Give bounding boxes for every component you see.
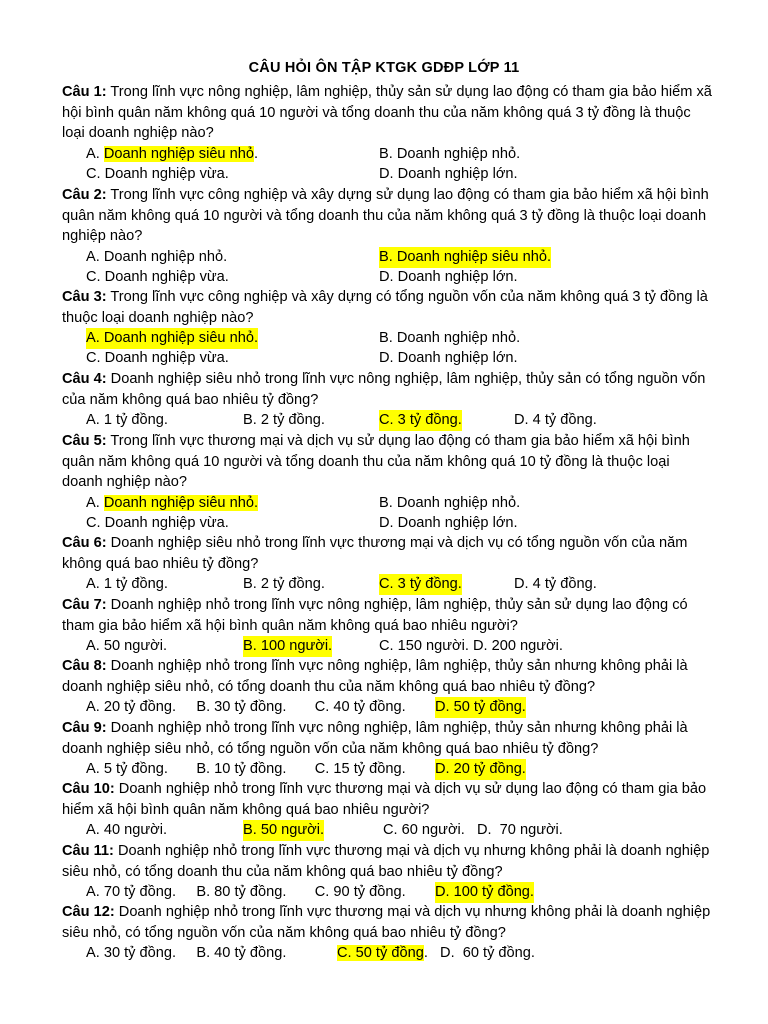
question-number: Câu 1:: [62, 84, 107, 100]
option-d: D. 50 tỷ đồng.: [435, 697, 526, 718]
question-text: Doanh nghiệp nhỏ trong lĩnh vực nông nghiệp, lâm nghiệp, thủy sản nhưng không phải là doanh nghiệp siêu nhỏ, có tổng nguồn vốn của năm không quá bao nhiêu tỷ đồng?: [62, 720, 688, 757]
option-d: D. Doanh nghiệp lớn.: [379, 269, 518, 285]
options-row: [0, 943, 768, 964]
option-b: B. 100 người.: [243, 636, 332, 657]
question-2: [62, 185, 712, 247]
question-text: Doanh nghiệp nhỏ trong lĩnh vực thương mại và dịch vụ nhưng không phải là doanh nghiệp siêu nhỏ, có tổng nguồn vốn của năm không quá bao nhiêu tỷ đồng?: [62, 904, 711, 941]
question-text: Trong lĩnh vực nông nghiệp, lâm nghiệp, thủy sản sử dụng lao động có tham gia bảo hiểm xã hội bình quân năm không quá 10 người và tổng doanh thu của năm không quá 3 tỷ đồng là thuộc loại doanh nghiệp nào?: [62, 84, 712, 141]
question-number: Câu 7:: [62, 597, 107, 613]
option-c: C. Doanh nghiệp vừa.: [86, 515, 229, 531]
question-12: [62, 902, 712, 943]
question-text: Trong lĩnh vực thương mại và dịch vụ sử dụng lao động có tham gia bảo hiểm xã hội bình quân năm không quá 10 người và tổng doanh thu của năm không quá 10 tỷ đồng là thuộc loại doanh nghiệp nào?: [62, 433, 690, 490]
option-a: A. 1 tỷ đồng.: [86, 412, 168, 428]
question-number: Câu 8:: [62, 658, 107, 674]
options-row: [0, 513, 768, 534]
question-number: Câu 4:: [62, 371, 107, 387]
question-5: [62, 431, 712, 493]
option-d: D. 4 tỷ đồng.: [514, 412, 597, 428]
option-d: D. Doanh nghiệp lớn.: [379, 350, 518, 366]
question-text: Trong lĩnh vực công nghiệp và xây dựng sử dụng lao động có tham gia bảo hiểm xã hội bình quân năm không quá 10 người và tổng doanh thu của năm không quá 3 tỷ đồng là thuộc loại doanh nghiệp nào?: [62, 187, 709, 244]
option-d: D. 4 tỷ đồng.: [514, 576, 597, 592]
options-row: [0, 574, 768, 595]
options-row: [0, 820, 768, 841]
question-number: Câu 6:: [62, 535, 107, 551]
question-number: Câu 9:: [62, 720, 107, 736]
option-a-b: A. 30 tỷ đồng. B. 40 tỷ đồng.: [86, 945, 287, 961]
option-c-d: C. 50 tỷ đồng. D. 60 tỷ đồng.: [337, 945, 535, 961]
option-c: C. Doanh nghiệp vừa.: [86, 350, 229, 366]
question-number: Câu 12:: [62, 904, 115, 920]
option-a: A. Doanh nghiệp siêu nhỏ.: [86, 146, 259, 162]
option-c: C. 3 tỷ đồng.: [379, 410, 462, 431]
question-8: [62, 656, 712, 697]
options-row: [0, 267, 768, 288]
option-c: C. Doanh nghiệp vừa.: [86, 166, 229, 182]
option-b: B. Doanh nghiệp nhỏ.: [379, 146, 521, 162]
options-row: [0, 328, 768, 349]
options-row: [0, 697, 768, 718]
options-row: [0, 410, 768, 431]
option-b: B. 2 tỷ đồng.: [243, 576, 325, 592]
option-a-b-c: A. 70 tỷ đồng. B. 80 tỷ đồng. C. 90 tỷ đồng.: [86, 884, 406, 900]
options-row: [0, 247, 768, 268]
option-c-d: C. 60 người. D. 70 người.: [383, 822, 563, 838]
option-a: A. 40 người.: [86, 822, 167, 838]
question-6: [62, 533, 712, 574]
option-a: A. Doanh nghiệp siêu nhỏ.: [86, 495, 259, 511]
options-row: [0, 164, 768, 185]
question-11: [62, 841, 712, 882]
options-row: [0, 636, 768, 657]
option-a-b-c: A. 20 tỷ đồng. B. 30 tỷ đồng. C. 40 tỷ đồng.: [86, 699, 406, 715]
question-1: [62, 82, 712, 144]
option-a: A. Doanh nghiệp nhỏ.: [86, 249, 228, 265]
question-3: [62, 287, 712, 328]
options-row: [0, 882, 768, 903]
question-text: Doanh nghiệp nhỏ trong lĩnh vực nông nghiệp, lâm nghiệp, thủy sản sử dụng lao động có tham gia bảo hiểm xã hội bình quân năm không quá bao nhiêu người?: [62, 597, 688, 634]
option-c: C. 3 tỷ đồng.: [379, 574, 462, 595]
option-b: B. Doanh nghiệp siêu nhỏ.: [379, 247, 551, 268]
document-title: CÂU HỎI ÔN TẬP KTGK GDĐP LỚP 11: [248, 60, 520, 76]
question-10: [62, 779, 712, 820]
options-row: [0, 144, 768, 165]
option-a-b-c: A. 5 tỷ đồng. B. 10 tỷ đồng. C. 15 tỷ đồng.: [86, 761, 406, 777]
option-d: D. 20 tỷ đồng.: [435, 759, 526, 780]
options-row: [0, 493, 768, 514]
question-text: Doanh nghiệp nhỏ trong lĩnh vực nông nghiệp, lâm nghiệp, thủy sản nhưng không phải là doanh nghiệp siêu nhỏ, có tổng doanh thu của năm không quá bao nhiêu tỷ đồng?: [62, 658, 688, 695]
option-d: D. Doanh nghiệp lớn.: [379, 166, 518, 182]
question-text: Doanh nghiệp siêu nhỏ trong lĩnh vực nông nghiệp, lâm nghiệp, thủy sản có tổng nguồn vốn của năm không quá bao nhiêu tỷ đồng?: [62, 371, 706, 408]
option-a: A. Doanh nghiệp siêu nhỏ.: [86, 328, 258, 349]
option-c-d: C. 150 người. D. 200 người.: [379, 638, 563, 654]
question-number: Câu 3:: [62, 289, 107, 305]
question-text: Doanh nghiệp nhỏ trong lĩnh vực thương mại và dịch vụ nhưng không phải là doanh nghiệp siêu nhỏ, có tổng doanh thu của năm không quá bao nhiêu tỷ đồng?: [62, 843, 710, 880]
option-d: D. Doanh nghiệp lớn.: [379, 515, 518, 531]
question-4: [62, 369, 712, 410]
question-number: Câu 11:: [62, 843, 114, 859]
option-b: B. 50 người.: [243, 820, 324, 841]
option-c: C. Doanh nghiệp vừa.: [86, 269, 229, 285]
option-a: A. 1 tỷ đồng.: [86, 576, 168, 592]
question-7: [62, 595, 712, 636]
question-text: Doanh nghiệp nhỏ trong lĩnh vực thương mại và dịch vụ sử dụng lao động có tham gia bảo hiểm xã hội bình quân năm không quá bao nhiêu người?: [62, 781, 707, 818]
question-9: [62, 718, 712, 759]
option-b: B. Doanh nghiệp nhỏ.: [379, 495, 521, 511]
options-row: [0, 348, 768, 369]
option-d: D. 100 tỷ đồng.: [435, 882, 534, 903]
question-number: Câu 10:: [62, 781, 115, 797]
option-b: B. Doanh nghiệp nhỏ.: [379, 330, 521, 346]
question-text: Doanh nghiệp siêu nhỏ trong lĩnh vực thương mại và dịch vụ có tổng nguồn vốn của năm không quá bao nhiêu tỷ đồng?: [62, 535, 688, 572]
question-number: Câu 2:: [62, 187, 107, 203]
question-text: Trong lĩnh vực công nghiệp và xây dựng có tổng nguồn vốn của năm không quá 3 tỷ đồng là thuộc loại doanh nghiệp nào?: [62, 289, 708, 326]
options-row: [0, 759, 768, 780]
option-a: A. 50 người.: [86, 638, 167, 654]
option-b: B. 2 tỷ đồng.: [243, 412, 325, 428]
question-number: Câu 5:: [62, 433, 107, 449]
